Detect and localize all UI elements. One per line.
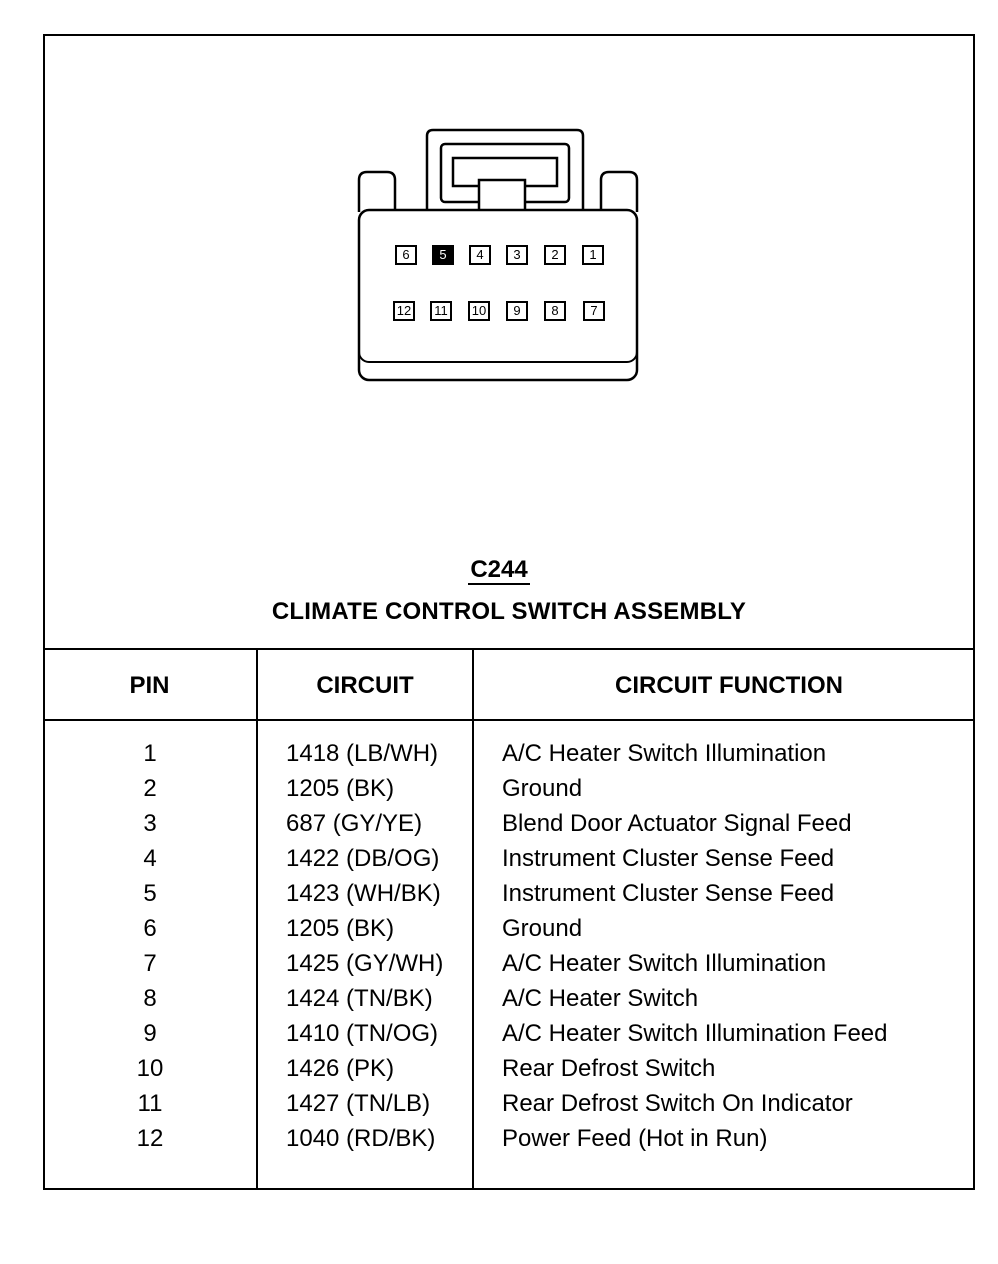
circuit-code: 1423 (WH/BK): [286, 880, 441, 907]
pin-cavity-key: 5: [432, 245, 454, 265]
pin-cavity: 10: [468, 301, 490, 321]
table-row: [0, 775, 998, 810]
pin-number: 2: [143, 775, 157, 802]
pin-cavity: 12: [393, 301, 415, 321]
pin-number: 3: [143, 810, 157, 837]
circuit-function: A/C Heater Switch Illumination Feed: [502, 1020, 888, 1047]
circuit-code: 1424 (TN/BK): [286, 985, 433, 1012]
table-header-divider: [43, 719, 975, 721]
pin-cavity: 7: [583, 301, 605, 321]
pin-number: 8: [143, 985, 157, 1012]
table-row: [0, 1020, 998, 1055]
circuit-function: Ground: [502, 775, 583, 802]
connector-body: [359, 210, 637, 380]
pin-number: 1: [143, 740, 157, 767]
connector-right-ear: [601, 172, 637, 212]
pin-cavity: 3: [506, 245, 528, 265]
circuit-function: Ground: [502, 915, 583, 942]
table-row: [0, 810, 998, 845]
circuit-code: 1427 (TN/LB): [286, 1090, 431, 1117]
table-top-border: [43, 648, 975, 650]
pin-number: 6: [143, 915, 157, 942]
circuit-code: 1040 (RD/BK): [286, 1125, 436, 1152]
pin-number: 7: [143, 950, 157, 977]
table-row: [0, 985, 998, 1020]
pin-number: 9: [143, 1020, 157, 1047]
table-row: [0, 1090, 998, 1125]
pin-number: 12: [136, 1125, 164, 1152]
pin-number: 10: [136, 1055, 164, 1082]
circuit-function: Instrument Cluster Sense Feed: [502, 845, 835, 872]
connector-id: C244: [470, 556, 528, 583]
circuit-code: 1205 (BK): [286, 775, 395, 802]
pin-number: 5: [143, 880, 157, 907]
pin-cavity: 4: [469, 245, 491, 265]
pin-number: 4: [143, 845, 157, 872]
pin-cavity: 8: [544, 301, 566, 321]
circuit-code: 687 (GY/YE): [286, 810, 423, 837]
table-row: [0, 845, 998, 880]
header-pin: PIN: [129, 672, 170, 699]
circuit-function: Instrument Cluster Sense Feed: [502, 880, 835, 907]
circuit-code: 1418 (LB/WH): [286, 740, 439, 767]
connector-left-ear: [359, 172, 395, 212]
circuit-function: Rear Defrost Switch: [502, 1055, 716, 1082]
header-circuit-function: CIRCUIT FUNCTION: [615, 672, 843, 699]
pin-cavity: 9: [506, 301, 528, 321]
pin-cavity: 6: [395, 245, 417, 265]
circuit-code: 1425 (GY/WH): [286, 950, 444, 977]
table-row: [0, 950, 998, 985]
table-row: [0, 880, 998, 915]
table-row: [0, 1055, 998, 1090]
circuit-code: 1410 (TN/OG): [286, 1020, 439, 1047]
circuit-function: Power Feed (Hot in Run): [502, 1125, 768, 1152]
circuit-function: A/C Heater Switch: [502, 985, 699, 1012]
connector-name: CLIMATE CONTROL SWITCH ASSEMBLY: [271, 598, 747, 625]
circuit-function: A/C Heater Switch Illumination: [502, 740, 827, 767]
table-row: [0, 740, 998, 775]
pin-cavity: 2: [544, 245, 566, 265]
header-circuit: CIRCUIT: [316, 672, 414, 699]
circuit-code: 1422 (DB/OG): [286, 845, 440, 872]
pin-cavity: 11: [430, 301, 452, 321]
circuit-code: 1205 (BK): [286, 915, 395, 942]
circuit-function: Rear Defrost Switch On Indicator: [502, 1090, 853, 1117]
circuit-function: A/C Heater Switch Illumination: [502, 950, 827, 977]
circuit-function: Blend Door Actuator Signal Feed: [502, 810, 852, 837]
pin-cavity: 1: [582, 245, 604, 265]
circuit-code: 1426 (PK): [286, 1055, 395, 1082]
table-row: [0, 915, 998, 950]
pin-number: 11: [137, 1090, 163, 1117]
table-row: [0, 1125, 998, 1160]
table-body: [0, 740, 998, 1160]
